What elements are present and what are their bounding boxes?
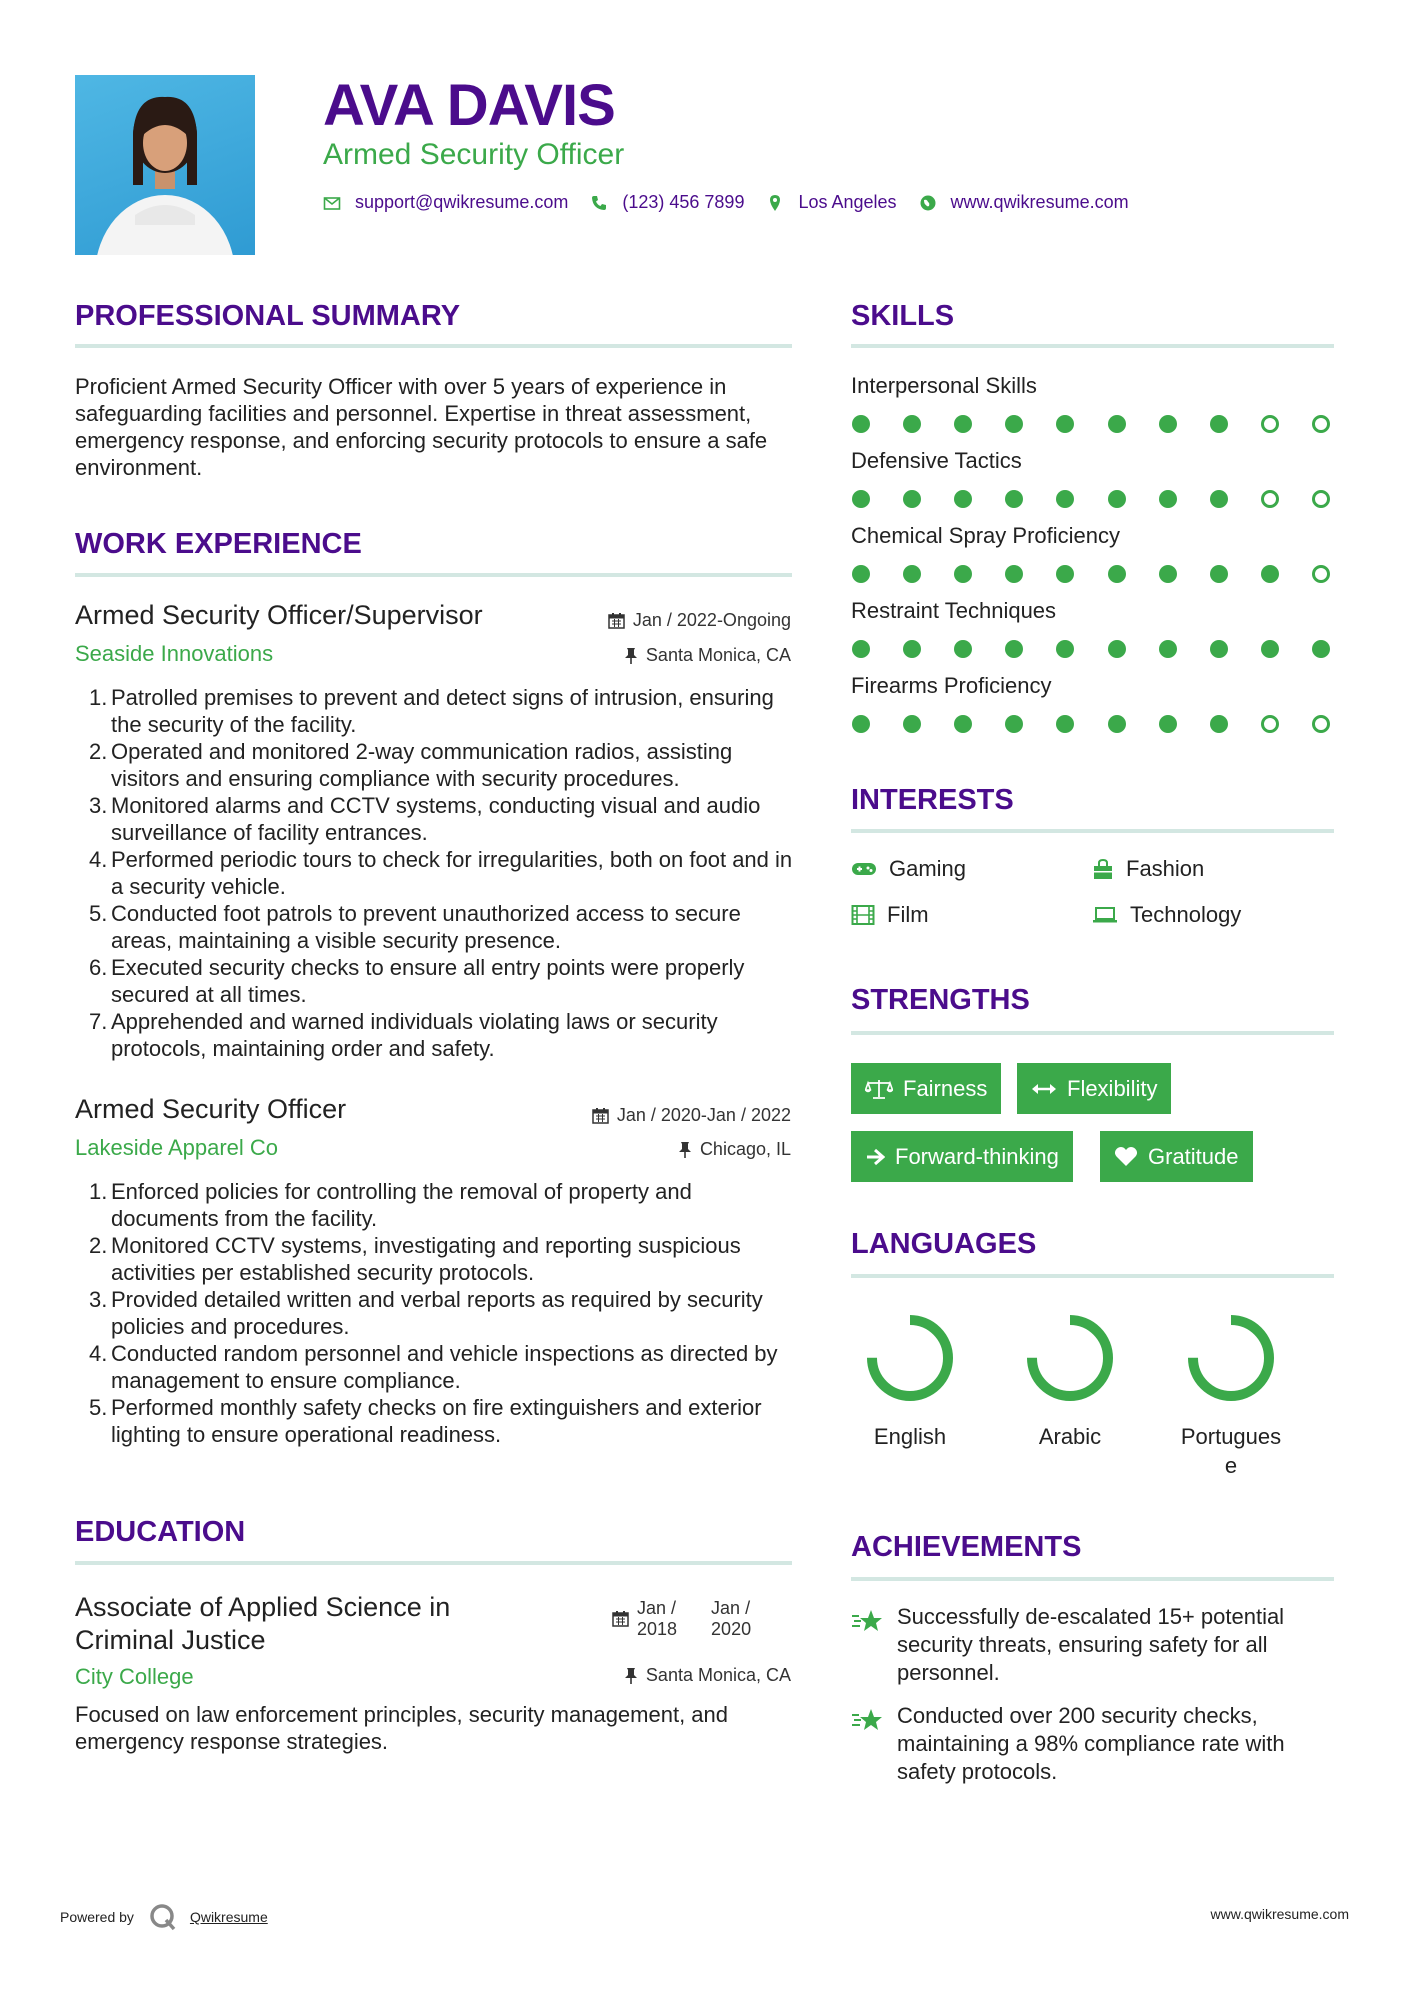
job-location-text: Santa Monica, CA xyxy=(645,645,791,665)
balance-scale-icon xyxy=(865,1078,893,1100)
skill-rating xyxy=(852,490,1330,508)
rating-dot-empty xyxy=(1312,565,1330,583)
interest-label: Gaming xyxy=(889,856,967,881)
rating-dot-filled xyxy=(1056,565,1074,583)
rating-dot-filled xyxy=(903,565,921,583)
rating-dot-filled xyxy=(903,490,921,508)
profile-photo xyxy=(75,75,255,255)
rating-dot-filled xyxy=(903,415,921,433)
degree-line: Associate of Applied Science in xyxy=(75,1592,451,1622)
rating-dot-filled xyxy=(954,415,972,433)
rating-dot-filled xyxy=(1210,715,1228,733)
skill-row xyxy=(851,373,1330,433)
achievements-divider xyxy=(851,1577,1334,1581)
language-item xyxy=(840,1308,980,1451)
rating-dot-filled xyxy=(1261,565,1279,583)
skill-name: Interpersonal Skills xyxy=(851,373,1037,398)
arrows-horizontal-icon xyxy=(1031,1082,1057,1096)
rating-dot-empty xyxy=(1261,490,1279,508)
achievement-item xyxy=(851,1603,1311,1687)
rating-dot-filled xyxy=(1056,640,1074,658)
degree-line: Criminal Justice xyxy=(75,1625,266,1655)
rating-dot-filled xyxy=(903,640,921,658)
pin-icon xyxy=(624,1667,638,1685)
language-level-ring xyxy=(1181,1308,1281,1408)
language-level-arc xyxy=(872,1320,948,1396)
envelope-icon xyxy=(323,194,341,212)
rating-dot-filled xyxy=(1159,640,1177,658)
rating-dot-filled xyxy=(1108,415,1126,433)
rating-dot-filled xyxy=(852,715,870,733)
rating-dot-filled xyxy=(1210,565,1228,583)
rating-dot-empty xyxy=(1312,715,1330,733)
rating-dot-filled xyxy=(852,490,870,508)
languages-divider xyxy=(851,1274,1334,1278)
rating-dot-filled xyxy=(852,640,870,658)
skill-row xyxy=(851,448,1330,508)
strength-label: Fairness xyxy=(903,1075,988,1101)
heart-icon xyxy=(1114,1146,1138,1167)
rating-dot-filled xyxy=(1108,490,1126,508)
list-item: Executed security checks to ensure all entry points were properly secured at all times. xyxy=(111,955,745,1007)
list-item: Patrolled premises to prevent and detect signs of intrusion, ensuring the security of the facility. xyxy=(111,685,774,737)
candidate-name: AVA DAVIS xyxy=(323,73,615,138)
email-link[interactable]: support@qwikresume.com xyxy=(355,192,569,212)
rating-dot-filled xyxy=(954,490,972,508)
rating-dot-filled xyxy=(1159,715,1177,733)
rating-dot-filled xyxy=(954,640,972,658)
job-dates-text: Jan / 2020-Jan / 2022 xyxy=(616,1105,791,1125)
pin-icon xyxy=(678,1141,692,1159)
skill-row xyxy=(851,673,1330,733)
rating-dot-filled xyxy=(954,565,972,583)
skill-rating xyxy=(852,415,1330,433)
degree-title xyxy=(75,1591,450,1657)
interest-film xyxy=(851,902,929,928)
gamepad-icon xyxy=(851,861,877,877)
rating-dot-filled xyxy=(1261,640,1279,658)
interest-technology xyxy=(1092,902,1241,928)
list-item: Monitored CCTV systems, investigating and reporting suspicious activities per established security protocols. xyxy=(111,1233,741,1285)
rating-dot-empty xyxy=(1312,490,1330,508)
skill-rating xyxy=(852,640,1330,658)
school-name: City College xyxy=(75,1664,194,1689)
skills-heading: SKILLS xyxy=(851,300,955,332)
job-title: Armed Security Officer/Supervisor xyxy=(75,600,483,630)
footer-site-link[interactable]: www.qwikresume.com xyxy=(1210,1906,1349,1922)
skill-row xyxy=(851,523,1330,583)
strength-tag xyxy=(1017,1063,1171,1114)
strength-label: Gratitude xyxy=(1148,1143,1239,1169)
language-level-arc xyxy=(1032,1320,1108,1396)
rating-dot-filled xyxy=(1312,640,1330,658)
pin-icon xyxy=(624,647,638,665)
qwikresume-logo-icon xyxy=(148,1902,178,1932)
shopping-bag-icon xyxy=(1092,858,1114,880)
language-label: Portugues e xyxy=(1180,1424,1282,1478)
rating-dot-filled xyxy=(1210,640,1228,658)
language-label: English xyxy=(873,1424,947,1449)
phone-icon xyxy=(590,194,608,212)
rating-dot-filled xyxy=(903,715,921,733)
rating-dot-filled xyxy=(1108,565,1126,583)
strength-tag xyxy=(1100,1131,1253,1182)
rating-dot-filled xyxy=(1005,490,1023,508)
rating-dot-filled xyxy=(1005,715,1023,733)
achievements-heading: ACHIEVEMENTS xyxy=(851,1531,1082,1563)
star-burst-icon xyxy=(851,1607,885,1637)
work-divider xyxy=(75,573,792,577)
skill-name: Firearms Proficiency xyxy=(851,673,1052,698)
list-item: Conducted random personnel and vehicle inspections as directed by management to ensure compliance. xyxy=(111,1341,778,1393)
start-month: Jan / xyxy=(637,1598,677,1618)
education-heading: EDUCATION xyxy=(75,1516,246,1548)
rating-dot-filled xyxy=(1108,715,1126,733)
calendar-icon xyxy=(612,1610,629,1627)
education-location-text: Santa Monica, CA xyxy=(645,1665,791,1685)
interests-divider xyxy=(851,829,1334,833)
candidate-role: Armed Security Officer xyxy=(323,138,625,171)
rating-dot-filled xyxy=(1056,415,1074,433)
footer-powered-by xyxy=(60,1902,268,1932)
film-icon xyxy=(851,904,875,926)
language-level-ring xyxy=(1020,1308,1120,1408)
rating-dot-empty xyxy=(1312,415,1330,433)
job-dates xyxy=(592,1105,791,1126)
summary-text: Proficient Armed Security Officer with over 5 years of experience in safeguarding facilities and personnel. Expertise in threat assessment, emergency response, and enforcing security protocols to ensure a safe environment. xyxy=(75,374,768,480)
strength-label: Flexibility xyxy=(1067,1075,1158,1101)
list-item: Monitored alarms and CCTV systems, conducting visual and audio surveillance of facility entrances. xyxy=(111,793,761,845)
skill-name: Restraint Techniques xyxy=(851,598,1057,623)
summary-heading: PROFESSIONAL SUMMARY xyxy=(75,300,461,332)
language-level-arc xyxy=(1193,1320,1269,1396)
start-date xyxy=(637,1598,677,1640)
language-label: Arabic xyxy=(1038,1424,1102,1449)
education-description: Focused on law enforcement principles, security management, and emergency response strategies. xyxy=(75,1702,729,1754)
interest-fashion xyxy=(1092,856,1204,882)
rating-dot-filled xyxy=(1005,640,1023,658)
skill-row xyxy=(851,598,1330,658)
job-dates-text: Jan / 2022-Ongoing xyxy=(632,610,791,630)
languages-heading: LANGUAGES xyxy=(851,1228,1037,1260)
achievement-item xyxy=(851,1702,1311,1786)
skill-rating xyxy=(852,715,1330,733)
education-dates xyxy=(612,1598,751,1640)
job-duties-list xyxy=(93,1178,803,1448)
calendar-icon xyxy=(592,1107,609,1124)
interest-gaming xyxy=(851,856,966,882)
rating-dot-filled xyxy=(954,715,972,733)
summary-divider xyxy=(75,344,792,348)
end-month: Jan / xyxy=(711,1598,751,1618)
rating-dot-empty xyxy=(1261,715,1279,733)
website-link[interactable]: www.qwikresume.com xyxy=(950,192,1129,212)
company-name: Seaside Innovations xyxy=(75,641,274,666)
interest-label: Technology xyxy=(1130,902,1242,927)
achievement-text: Successfully de-escalated 15+ potential security threats, ensuring safety for all personnel. xyxy=(897,1604,1285,1685)
job-dates xyxy=(608,610,791,631)
laptop-icon xyxy=(1092,906,1118,924)
rating-dot-filled xyxy=(1210,490,1228,508)
rating-dot-filled xyxy=(852,415,870,433)
list-item: Apprehended and warned individuals violating laws or security protocols, maintaining order and safety. xyxy=(111,1009,718,1061)
start-year: 2018 xyxy=(637,1619,678,1639)
education-location xyxy=(624,1665,791,1686)
rating-dot-filled xyxy=(1159,565,1177,583)
rating-dot-filled xyxy=(1056,490,1074,508)
language-level-ring xyxy=(860,1308,960,1408)
powered-by-label: Powered by xyxy=(60,1909,134,1925)
rating-dot-filled xyxy=(1210,415,1228,433)
company-name: Lakeside Apparel Co xyxy=(75,1135,279,1160)
job-location xyxy=(624,645,791,666)
language-item xyxy=(1000,1308,1140,1451)
skills-divider xyxy=(851,344,1334,348)
end-year: 2020 xyxy=(711,1619,752,1639)
map-pin-icon xyxy=(766,194,784,212)
rating-dot-filled xyxy=(852,565,870,583)
strengths-heading: STRENGTHS xyxy=(851,984,1030,1016)
interest-label: Fashion xyxy=(1126,856,1205,881)
job-duties-list xyxy=(93,684,803,1062)
list-item: Operated and monitored 2-way communication radios, assisting visitors and ensuring compliance with security procedures. xyxy=(111,739,733,791)
qwikresume-link[interactable]: Qwikresume xyxy=(189,1909,268,1925)
globe-icon xyxy=(919,194,937,212)
job-location xyxy=(678,1139,791,1160)
list-item: Conducted foot patrols to prevent unauthorized access to secure areas, maintaining a visible security presence. xyxy=(111,901,741,953)
rating-dot-filled xyxy=(1108,640,1126,658)
work-heading: WORK EXPERIENCE xyxy=(75,528,362,560)
arrow-right-icon xyxy=(865,1148,885,1166)
language-item xyxy=(1161,1308,1301,1480)
skill-rating xyxy=(852,565,1330,583)
rating-dot-filled xyxy=(1005,565,1023,583)
strength-tag xyxy=(851,1131,1073,1182)
job-title: Armed Security Officer xyxy=(75,1094,347,1124)
list-item: Provided detailed written and verbal reports as required by security policies and procedures. xyxy=(111,1287,763,1339)
skill-name: Chemical Spray Proficiency xyxy=(851,523,1120,548)
strengths-divider xyxy=(851,1031,1334,1035)
calendar-icon xyxy=(608,612,625,629)
strength-tag xyxy=(851,1063,1001,1114)
interests-heading: INTERESTS xyxy=(851,784,1014,816)
rating-dot-filled xyxy=(1159,490,1177,508)
skill-name: Defensive Tactics xyxy=(851,448,1022,473)
education-divider xyxy=(75,1561,792,1565)
rating-dot-filled xyxy=(1159,415,1177,433)
contact-bar xyxy=(323,192,1151,213)
star-burst-icon xyxy=(851,1706,885,1736)
interest-label: Film xyxy=(887,902,929,927)
achievement-text: Conducted over 200 security checks, maintaining a 98% compliance rate with safety protocols. xyxy=(897,1703,1285,1784)
strength-label: Forward-thinking xyxy=(895,1143,1059,1169)
job-location-text: Chicago, IL xyxy=(699,1139,791,1159)
rating-dot-filled xyxy=(1056,715,1074,733)
phone-number[interactable]: (123) 456 7899 xyxy=(622,192,745,212)
location-text: Los Angeles xyxy=(798,192,897,212)
list-item: Performed monthly safety checks on fire extinguishers and exterior lighting to ensure operational readiness. xyxy=(111,1395,762,1447)
list-item: Enforced policies for controlling the removal of property and documents from the facility. xyxy=(111,1179,692,1231)
rating-dot-empty xyxy=(1261,415,1279,433)
rating-dot-filled xyxy=(1005,415,1023,433)
end-date xyxy=(711,1598,751,1640)
list-item: Performed periodic tours to check for irregularities, both on foot and in a security vehicle. xyxy=(111,847,793,899)
